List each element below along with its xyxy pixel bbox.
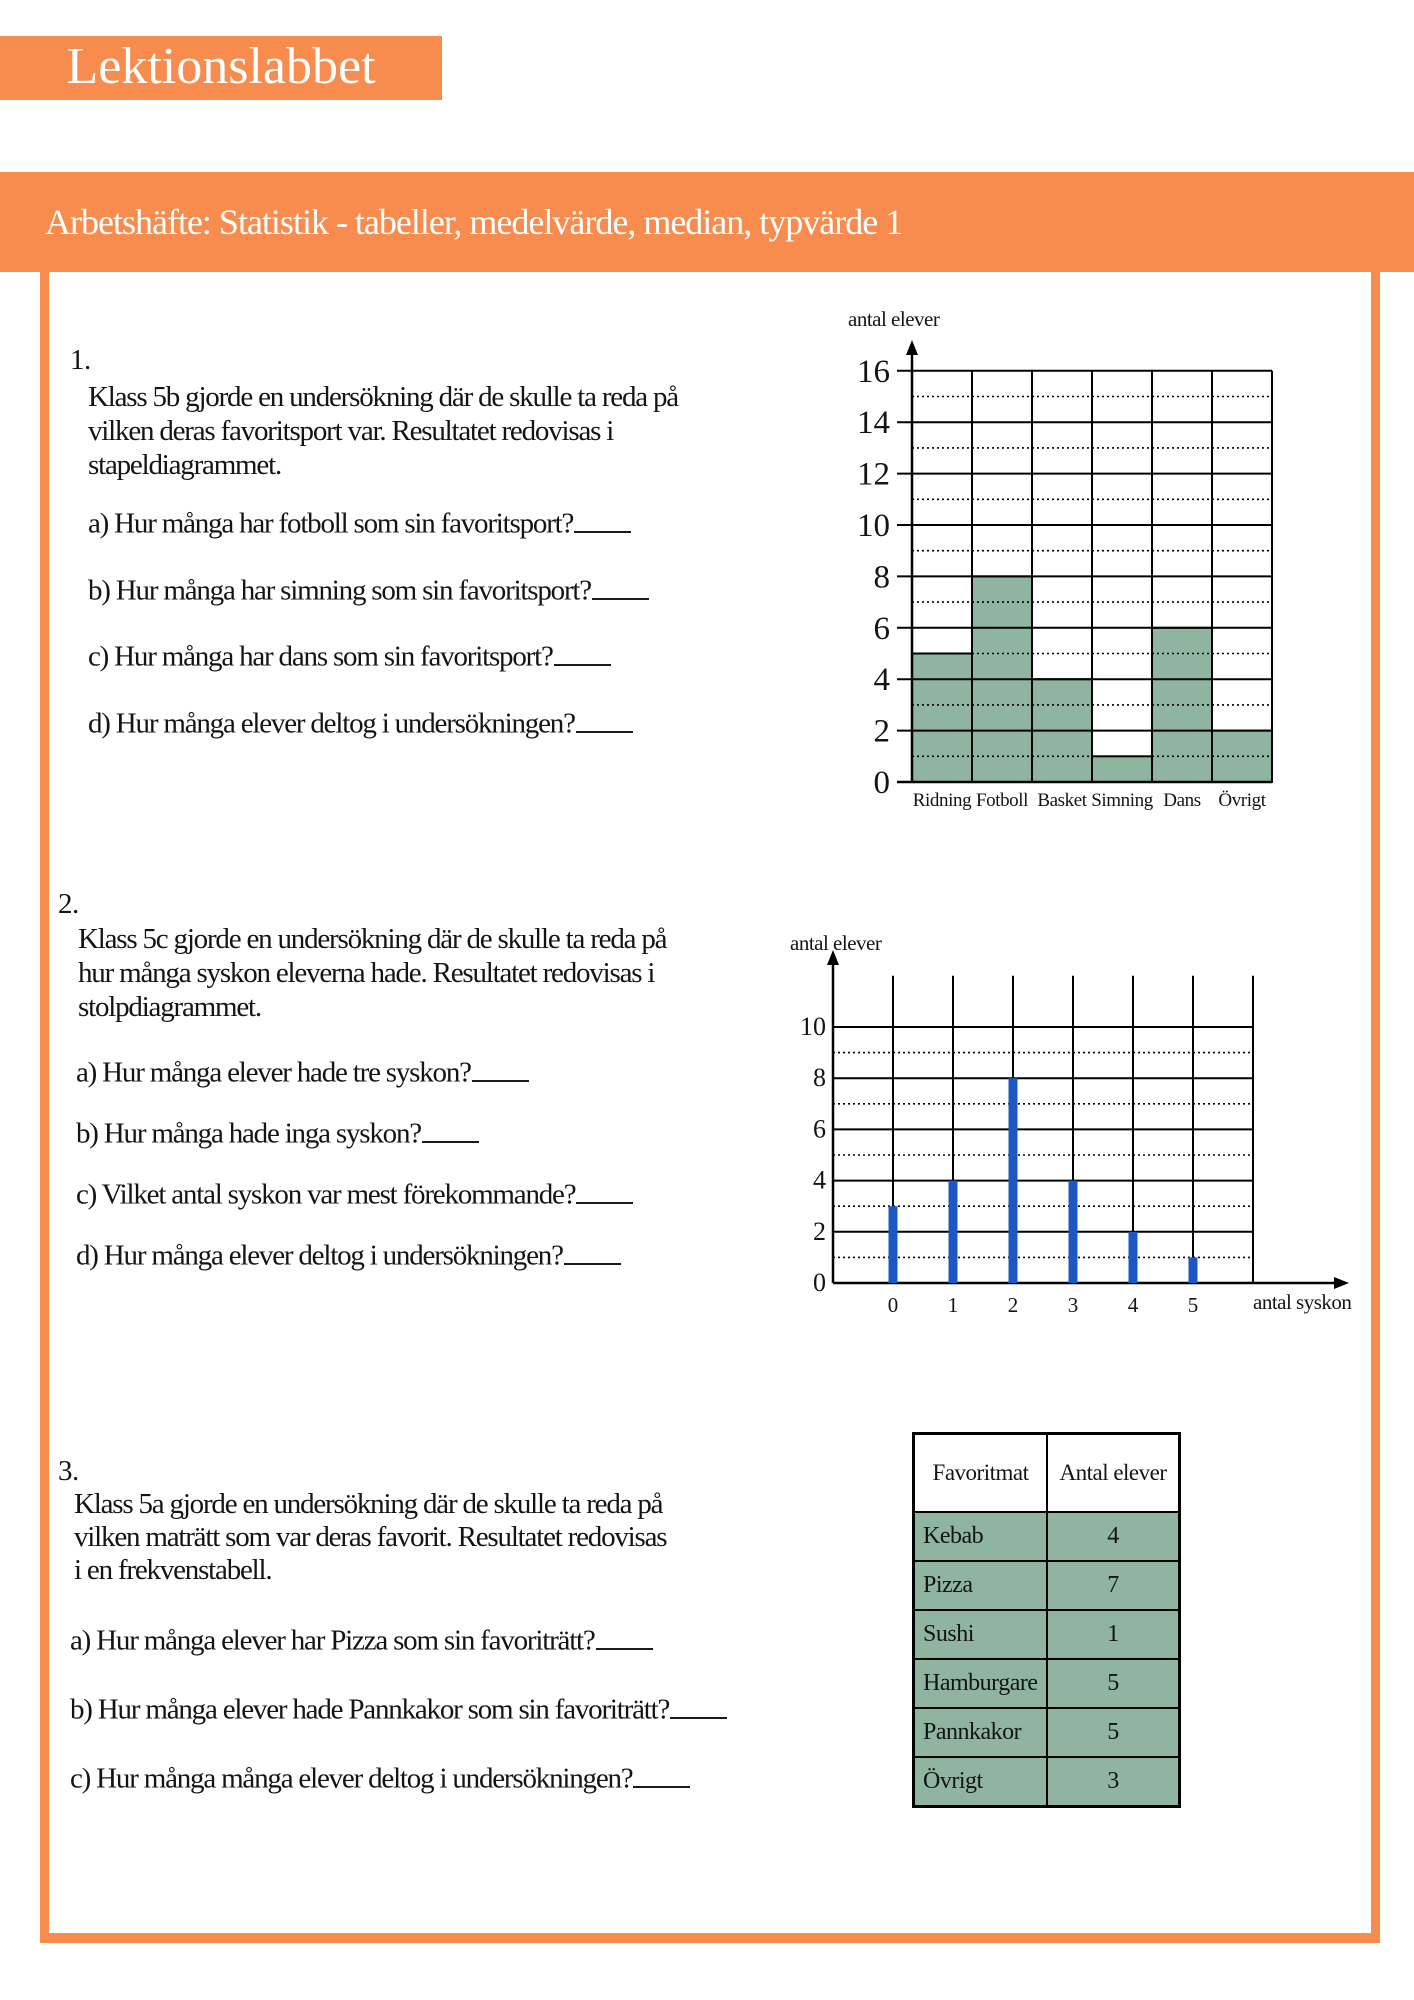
y-tick-label: 2 [873, 713, 890, 750]
stick-5 [1189, 1257, 1198, 1283]
header-favoritmat: Favoritmat [914, 1434, 1048, 1513]
intro-line: Klass 5a gjorde en undersökning där de skulle ta reda på [74, 1488, 663, 1520]
x-category-label: Övrigt [1218, 790, 1266, 811]
y-tick-label: 10 [857, 508, 890, 544]
section-1-question-b [88, 570, 649, 608]
favorite-sport-bar-chart [830, 290, 1300, 820]
y-tick-label: 6 [813, 1114, 826, 1144]
y-tick-label: 14 [857, 405, 890, 442]
intro-line: stapeldiagrammet. [88, 449, 281, 481]
question-text: a) Hur många elever hade tre syskon? [76, 1056, 471, 1089]
table-row [914, 1561, 1180, 1610]
table-row [914, 1610, 1180, 1659]
intro-line: Klass 5b gjorde en undersökning där de skulle ta reda på [88, 381, 678, 413]
y-tick-label: 8 [813, 1063, 826, 1093]
section-2-question-c [76, 1174, 633, 1212]
y-tick-label: 6 [873, 610, 890, 647]
section-1-number: 1. [70, 344, 91, 376]
x-category-label: Dans [1163, 790, 1201, 811]
logo: Lektionslabbet [0, 36, 442, 100]
header-antal-elever: Antal elever [1047, 1434, 1180, 1513]
siblings-stick-chart [770, 925, 1370, 1325]
y-tick-label: 12 [857, 456, 890, 493]
x-tick-label: 3 [1067, 1293, 1079, 1317]
intro-line: vilken maträtt som var deras favorit. Resultatet redovisas [74, 1521, 667, 1553]
bar-ridning [912, 654, 972, 783]
answer-blank [670, 1689, 727, 1719]
favorite-food-table [912, 1432, 1181, 1808]
x-category-label: Ridning [912, 790, 972, 811]
question-text: c) Hur många många elever deltog i undersökningen? [70, 1762, 633, 1795]
question-text: a) Hur många elever har Pizza som sin favoriträtt? [70, 1624, 595, 1657]
question-text: c) Hur många har dans som sin favoritsport? [88, 640, 553, 673]
question-text: b) Hur många har simning som sin favoritsport? [88, 574, 591, 607]
y-tick-label: 2 [813, 1216, 826, 1246]
section-2-question-b [76, 1113, 479, 1151]
intro-line: vilken deras favoritsport var. Resultatet redovisas i [88, 415, 614, 447]
x-category-label: Basket [1037, 790, 1087, 811]
answer-blank [574, 503, 631, 533]
count-cell: 5 [1047, 1659, 1180, 1708]
y-axis-title: antal elever [848, 307, 940, 331]
answer-blank [592, 570, 649, 600]
stick-4 [1129, 1232, 1138, 1283]
y-axis-title: antal elever [790, 931, 882, 955]
answer-blank [576, 703, 633, 733]
count-cell: 1 [1047, 1610, 1180, 1659]
food-cell: Hamburgare [914, 1659, 1048, 1708]
answer-blank [422, 1113, 479, 1143]
stick-0 [889, 1206, 898, 1283]
y-tick-label: 4 [813, 1165, 826, 1195]
bar-simning [1092, 756, 1152, 782]
answer-blank [554, 636, 611, 666]
x-category-label: Fotboll [975, 790, 1029, 811]
table-row [914, 1512, 1180, 1561]
table-row [914, 1708, 1180, 1757]
question-text: d) Hur många elever deltog i undersökningen? [76, 1239, 563, 1272]
intro-line: i en frekvenstabell. [74, 1554, 272, 1586]
question-text: b) Hur många hade inga syskon? [76, 1117, 421, 1150]
table-header-row [914, 1434, 1180, 1513]
section-1-question-c [88, 636, 611, 674]
y-tick-label: 16 [857, 353, 890, 390]
stick-1 [949, 1181, 958, 1283]
title-banner [0, 172, 1414, 272]
section-1-question-a [88, 503, 631, 541]
x-tick-label: 1 [947, 1293, 959, 1317]
x-axis-title: antal syskon [1253, 1290, 1352, 1314]
answer-blank [564, 1235, 621, 1265]
count-cell: 7 [1047, 1561, 1180, 1610]
question-text: d) Hur många elever deltog i undersökningen? [88, 707, 575, 740]
intro-line: stolpdiagrammet. [78, 991, 261, 1023]
section-1-intro [88, 380, 678, 482]
section-3-question-a [70, 1620, 653, 1658]
y-tick-label: 0 [813, 1268, 826, 1297]
section-2-intro [78, 922, 666, 1024]
x-tick-label: 0 [887, 1293, 899, 1317]
x-category-label: Simning [1091, 790, 1153, 811]
y-axis-arrow-icon [906, 340, 918, 355]
intro-line: hur många syskon eleverna hade. Resultatet redovisas i [78, 957, 655, 989]
x-tick-label: 5 [1187, 1293, 1199, 1317]
table-row [914, 1659, 1180, 1708]
section-2-question-d [76, 1235, 621, 1273]
count-cell: 4 [1047, 1512, 1180, 1561]
x-tick-label: 2 [1007, 1293, 1019, 1317]
question-text: c) Vilket antal syskon var mest förekommande? [76, 1178, 576, 1211]
x-axis-arrow-icon [1334, 1277, 1349, 1289]
page-title: Arbetshäfte: Statistik - tabeller, medelvärde, median, typvärde 1 [45, 202, 903, 242]
section-3-question-c [70, 1758, 690, 1796]
section-3-question-b [70, 1689, 727, 1727]
food-cell: Kebab [914, 1512, 1048, 1561]
section-3-number: 3. [58, 1455, 79, 1487]
count-cell: 3 [1047, 1757, 1180, 1807]
question-text: b) Hur många elever hade Pannkakor som sin favoriträtt? [70, 1693, 670, 1726]
y-tick-label: 0 [873, 765, 890, 801]
y-tick-label: 8 [873, 559, 890, 596]
answer-blank [596, 1620, 653, 1650]
section-2-question-a [76, 1052, 529, 1090]
food-cell: Sushi [914, 1610, 1048, 1659]
answer-blank [633, 1758, 690, 1788]
count-cell: 5 [1047, 1708, 1180, 1757]
question-text: a) Hur många har fotboll som sin favoritsport? [88, 507, 574, 540]
section-1-question-d [88, 703, 633, 741]
food-cell: Pizza [914, 1561, 1048, 1610]
answer-blank [472, 1052, 529, 1082]
intro-line: Klass 5c gjorde en undersökning där de skulle ta reda på [78, 923, 667, 955]
y-tick-label: 4 [873, 662, 890, 699]
stick-3 [1069, 1181, 1078, 1283]
section-2-number: 2. [58, 888, 79, 920]
y-tick-label: 10 [800, 1012, 826, 1041]
x-tick-label: 4 [1127, 1293, 1139, 1317]
stick-2 [1009, 1078, 1018, 1283]
table-row [914, 1757, 1180, 1807]
food-cell: Övrigt [914, 1757, 1048, 1807]
answer-blank [576, 1174, 633, 1204]
food-cell: Pannkakor [914, 1708, 1048, 1757]
section-3-intro [74, 1488, 666, 1587]
